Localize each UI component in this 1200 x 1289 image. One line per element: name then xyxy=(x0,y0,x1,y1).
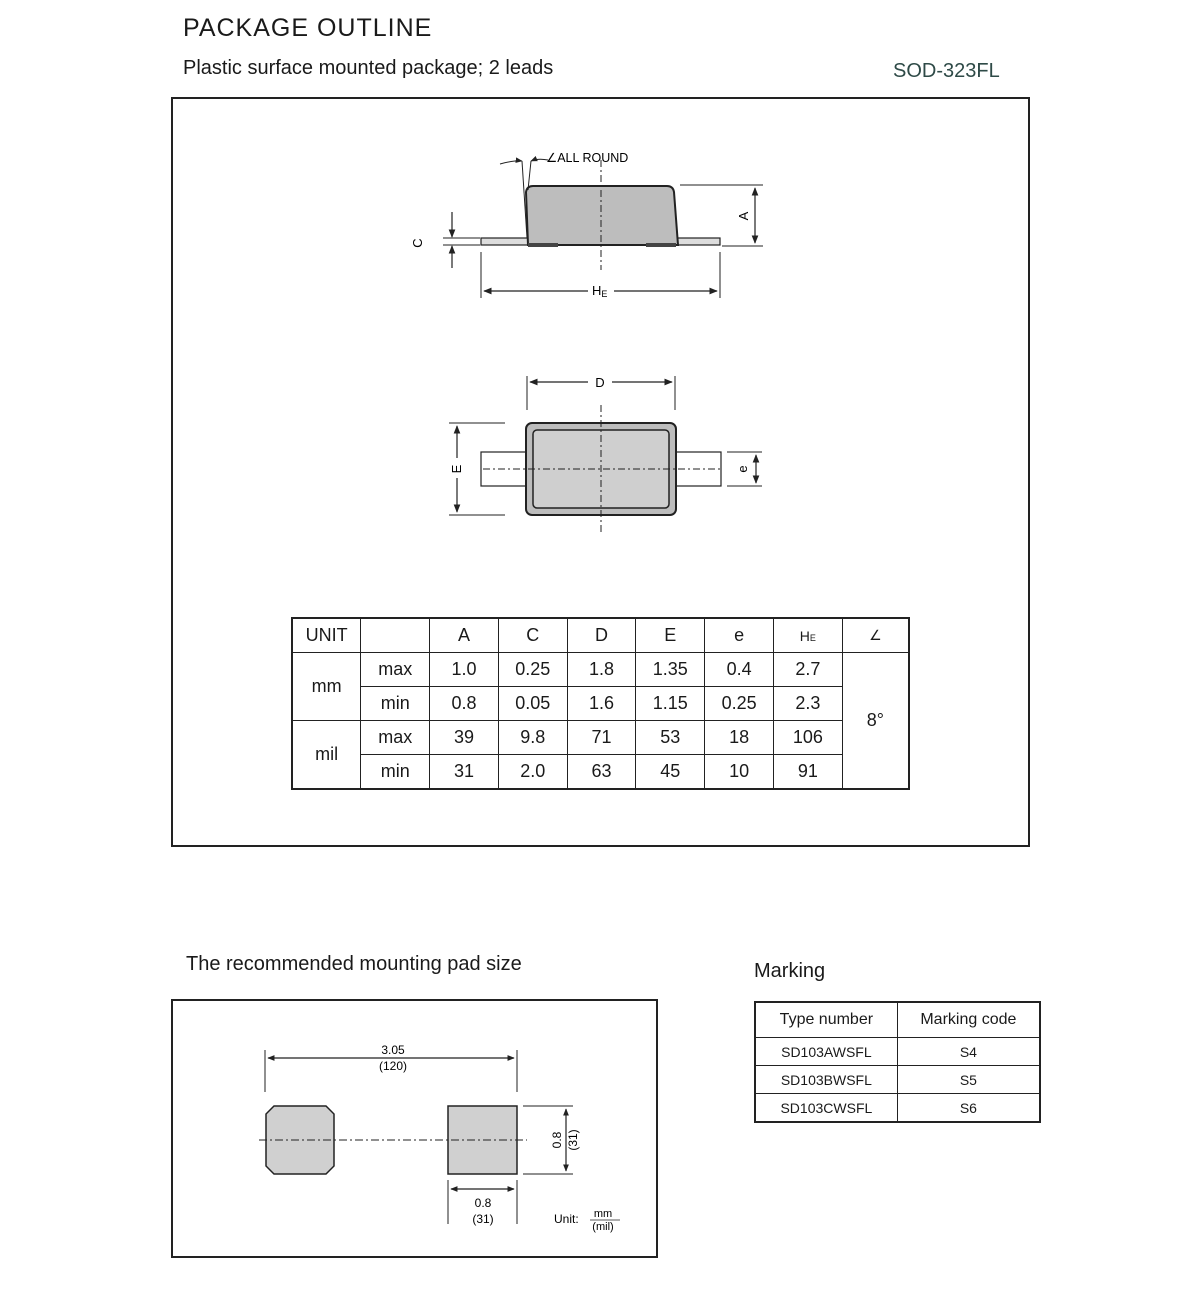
dim-D-label: D xyxy=(595,375,605,390)
pad-span-mm: 3.05 xyxy=(381,1043,405,1057)
table-row xyxy=(755,1094,1040,1123)
value-cell: 2.0 xyxy=(498,755,567,790)
table-header-row xyxy=(292,618,909,653)
pad-width-mil: (31) xyxy=(472,1212,494,1226)
page-title: PACKAGE OUTLINE xyxy=(183,14,433,42)
table-row xyxy=(292,721,909,755)
unit-numerator: mm xyxy=(593,1208,613,1220)
limit-cell: max xyxy=(361,721,430,755)
value-cell: 2.7 xyxy=(773,653,842,687)
pad-height-mm: 0.8 xyxy=(550,1131,564,1149)
header-D: D xyxy=(567,618,636,653)
package-code: SOD-323FL xyxy=(893,60,1000,82)
table-row xyxy=(292,653,909,687)
dim-E-label: E xyxy=(449,464,464,474)
unit-denominator: (mil) xyxy=(592,1221,614,1233)
unit-label: Unit: xyxy=(554,1212,579,1226)
pad-width-mm: 0.8 xyxy=(474,1196,492,1210)
type-number-cell: SD103BWSFL xyxy=(755,1066,897,1094)
package-description: Plastic surface mounted package; 2 leads xyxy=(183,57,554,79)
header-angle: ∠ xyxy=(842,618,909,653)
value-cell: 2.3 xyxy=(773,687,842,721)
header-marking-code: Marking code xyxy=(897,1002,1040,1038)
all-round-label: ∠ALL ROUND xyxy=(546,151,629,165)
dim-HE-label: HE xyxy=(592,283,608,299)
type-number-cell: SD103CWSFL xyxy=(755,1094,897,1123)
limit-cell: min xyxy=(361,687,430,721)
value-cell: 1.15 xyxy=(636,687,705,721)
dim-C-label: C xyxy=(410,238,425,248)
value-cell: 1.6 xyxy=(567,687,636,721)
value-cell: 45 xyxy=(636,755,705,790)
pad-height-mil: (31) xyxy=(566,1129,580,1151)
header-type-number: Type number xyxy=(755,1002,897,1038)
limit-cell: max xyxy=(361,653,430,687)
type-number-cell: SD103AWSFL xyxy=(755,1038,897,1066)
dim-A-label: A xyxy=(736,211,751,221)
header-C: C xyxy=(498,618,567,653)
unit-cell: mm xyxy=(292,653,361,721)
marking-table xyxy=(754,1001,1041,1123)
value-cell: 1.0 xyxy=(430,653,499,687)
marking-title: Marking xyxy=(754,960,826,982)
dimension-table xyxy=(291,617,910,790)
value-cell: 0.8 xyxy=(430,687,499,721)
package-body-side xyxy=(526,186,678,245)
header-limit xyxy=(361,618,430,653)
value-cell: 53 xyxy=(636,721,705,755)
value-cell: 9.8 xyxy=(498,721,567,755)
value-cell: 1.35 xyxy=(636,653,705,687)
package-outline-drawing xyxy=(0,0,1200,600)
value-cell: 1.8 xyxy=(567,653,636,687)
value-cell: 0.4 xyxy=(705,653,774,687)
pad-span-mil: (120) xyxy=(378,1059,408,1073)
mounting-pad-drawing xyxy=(171,999,658,1258)
side-view xyxy=(410,151,763,299)
value-cell: 63 xyxy=(567,755,636,790)
mounting-pad-title: The recommended mounting pad size xyxy=(186,953,522,975)
table-row xyxy=(755,1066,1040,1094)
table-row xyxy=(755,1038,1040,1066)
header-A: A xyxy=(430,618,499,653)
header-e: e xyxy=(705,618,774,653)
header-unit: UNIT xyxy=(292,618,361,653)
value-cell: 10 xyxy=(705,755,774,790)
unit-cell: mil xyxy=(292,721,361,790)
value-cell: 91 xyxy=(773,755,842,790)
header-E: E xyxy=(636,618,705,653)
value-cell: 0.25 xyxy=(498,653,567,687)
value-cell: 71 xyxy=(567,721,636,755)
table-row xyxy=(292,755,909,790)
top-view xyxy=(449,374,762,533)
value-cell: 39 xyxy=(430,721,499,755)
table-row xyxy=(292,687,909,721)
angle-cell: 8° xyxy=(842,653,909,790)
value-cell: 106 xyxy=(773,721,842,755)
value-cell: 0.05 xyxy=(498,687,567,721)
header-HE: HE xyxy=(773,618,842,653)
marking-code-cell: S4 xyxy=(897,1038,1040,1066)
value-cell: 18 xyxy=(705,721,774,755)
marking-code-cell: S5 xyxy=(897,1066,1040,1094)
marking-code-cell: S6 xyxy=(897,1094,1040,1123)
marking-header-row xyxy=(755,1002,1040,1038)
limit-cell: min xyxy=(361,755,430,790)
value-cell: 31 xyxy=(430,755,499,790)
value-cell: 0.25 xyxy=(705,687,774,721)
dim-e-label: e xyxy=(735,465,750,473)
